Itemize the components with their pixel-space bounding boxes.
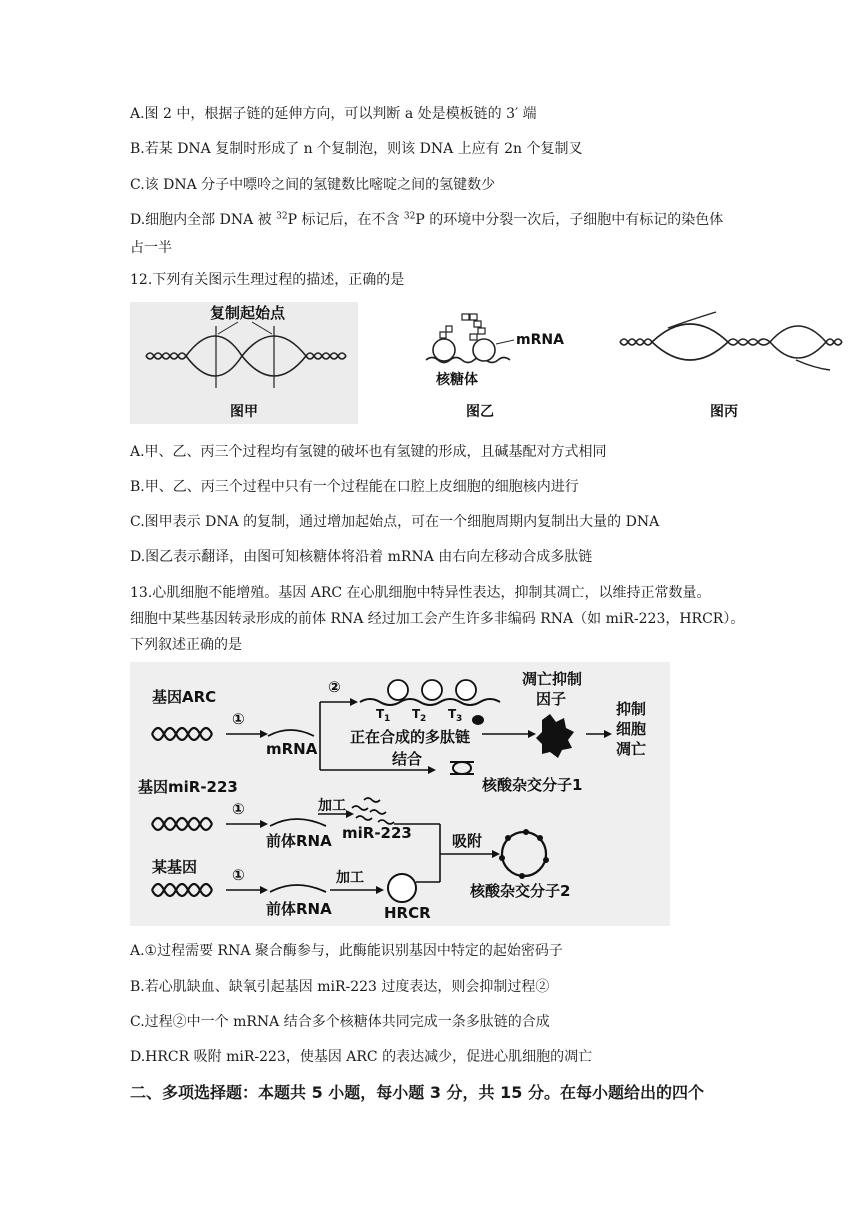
label-inhibit-2: 细胞 <box>616 720 647 738</box>
q13-option-c: C.过程②中一个 mRNA 结合多个核糖体共同完成一条多肽链的合成 <box>130 1014 550 1030</box>
jia-caption: 图甲 <box>230 404 258 420</box>
label-hybrid-2: 核酸杂交分子2 <box>470 882 571 900</box>
q11-d-text-2: P 标记后，在不含 <box>287 212 404 228</box>
label-process-some: 加工 <box>336 870 364 886</box>
label-t2-sub: 2 <box>420 714 427 724</box>
jia-origin-label: 复制起始点 <box>210 304 286 322</box>
q13-option-a: A.①过程需要 RNA 聚合酶参与，此酶能识别基因中特定的起始密码子 <box>130 943 563 959</box>
q12-option-b: B.甲、乙、丙三个过程中只有一个过程能在口腔上皮细胞的细胞核内进行 <box>130 479 579 495</box>
ribosome-t3 <box>456 680 476 700</box>
q12-stem: 12.下列有关图示生理过程的描述，正确的是 <box>130 272 405 288</box>
label-t3: T <box>448 707 457 721</box>
label-t2: T <box>412 707 421 721</box>
bing-caption: 图丙 <box>710 404 738 420</box>
step-1-arc: ① <box>232 710 245 728</box>
bing-helix-left <box>620 339 652 345</box>
yi-ribosome-label: 核糖体 <box>436 372 478 388</box>
q12-option-c: C.图甲表示 DNA 的复制，通过增加起始点，可在一个细胞周期内复制出大量的 DNA <box>130 514 660 530</box>
step-1-some: ① <box>232 866 245 884</box>
polypeptide-blob <box>472 715 484 725</box>
label-pre-rna-some: 前体RNA <box>266 900 332 918</box>
bing-bubble-1 <box>652 324 728 360</box>
q12-option-d: D.图乙表示翻译，由图可知核糖体将沿着 mRNA 由右向左移动合成多肽链 <box>130 549 593 565</box>
q12-figure <box>130 298 850 426</box>
step-1-mir: ① <box>232 800 245 818</box>
yi-polypeptide-chain <box>440 314 485 340</box>
yi-mrna-pointer <box>496 340 514 344</box>
label-polypeptide: 正在合成的多肽链 <box>350 728 471 746</box>
q11-d-text-1: D.细胞内全部 DNA 被 <box>130 212 277 228</box>
label-t1-sub: 1 <box>384 714 391 724</box>
section-2-heading: 二、多项选择题：本题共 5 小题，每小题 3 分，共 15 分。在每小题给出的四个 <box>130 1083 704 1102</box>
label-bind: 结合 <box>392 750 423 768</box>
label-hybrid-1: 核酸杂交分子1 <box>482 776 583 794</box>
yi-caption: 图乙 <box>466 404 494 420</box>
yi-ribosome-2 <box>473 339 495 361</box>
q13-figure <box>130 662 670 926</box>
bing-rna-2 <box>796 360 830 370</box>
q11-option-d <box>130 210 723 230</box>
yi-ribosome-1 <box>433 339 455 361</box>
q11-option-d-line2: 占一半 <box>130 240 172 256</box>
label-process-mir: 加工 <box>318 798 346 814</box>
yi-mrna-label: mRNA <box>516 332 564 348</box>
q11-option-b: B.若某 DNA 复制时形成了 n 个复制泡，则该 DNA 上应有 2n 个复制叉 <box>130 141 583 157</box>
label-inhibit-1: 抑制 <box>616 700 647 718</box>
label-gene-mir: 基因miR-223 <box>138 778 238 796</box>
label-t1: T <box>376 707 385 721</box>
label-inhibit-3: 凋亡 <box>616 740 647 758</box>
ribosome-t1 <box>388 680 408 700</box>
bing-helix-middle <box>728 339 770 345</box>
label-hrcr: HRCR <box>384 904 431 922</box>
label-factor-2: 因子 <box>536 690 567 708</box>
q11-option-a: A.图 2 中，根据子链的延伸方向，可以判断 a 处是模板链的 3′ 端 <box>130 106 537 122</box>
q13-option-b: B.若心肌缺血、缺氧引起基因 miR-223 过度表达，则会抑制过程② <box>130 979 550 995</box>
q11-d-text-3: P 的环境中分裂一次后，子细胞中有标记的染色体 <box>415 212 724 228</box>
label-adsorb: 吸附 <box>452 832 483 850</box>
hrcr-circle <box>388 874 416 902</box>
q12-option-a: A.甲、乙、丙三个过程均有氢键的破坏也有氢键的形成，且碱基配对方式相同 <box>130 444 607 460</box>
q13-stem-line1: 13.心肌细胞不能增殖。基因 ARC 在心肌细胞中特异性表达，抑制其凋亡，以维持正常数量。 <box>130 585 711 601</box>
label-pre-rna-mir: 前体RNA <box>266 832 332 850</box>
label-mrna: mRNA <box>266 740 318 758</box>
label-mir223: miR-223 <box>342 824 412 842</box>
label-factor-1: 凋亡抑制 <box>522 670 583 688</box>
label-some-gene: 某基因 <box>152 858 198 876</box>
q13-option-d: D.HRCR 吸附 miR-223，使基因 ARC 的表达减少，促进心肌细胞的凋亡 <box>130 1049 593 1065</box>
label-gene-arc: 基因ARC <box>152 688 217 706</box>
q13-stem-line3: 下列叙述正确的是 <box>130 637 242 653</box>
q11-d-sup-2: 32 <box>403 211 416 222</box>
q11-option-c: C.该 DNA 分子中嘌呤之间的氢键数比嘧啶之间的氢键数少 <box>130 177 496 193</box>
q11-d-sup-1: 32 <box>276 211 288 222</box>
bing-rna-1 <box>668 312 716 328</box>
ribosome-t2 <box>422 680 442 700</box>
bing-helix-right <box>826 339 842 345</box>
label-t3-sub: 3 <box>456 714 463 724</box>
step-2: ② <box>328 678 341 696</box>
bing-bubble-2 <box>770 326 826 358</box>
q13-stem-line2: 细胞中某些基因转录形成的前体 RNA 经过加工会产生许多非编码 RNA（如 miR-223，HRCR）。 <box>130 611 745 627</box>
